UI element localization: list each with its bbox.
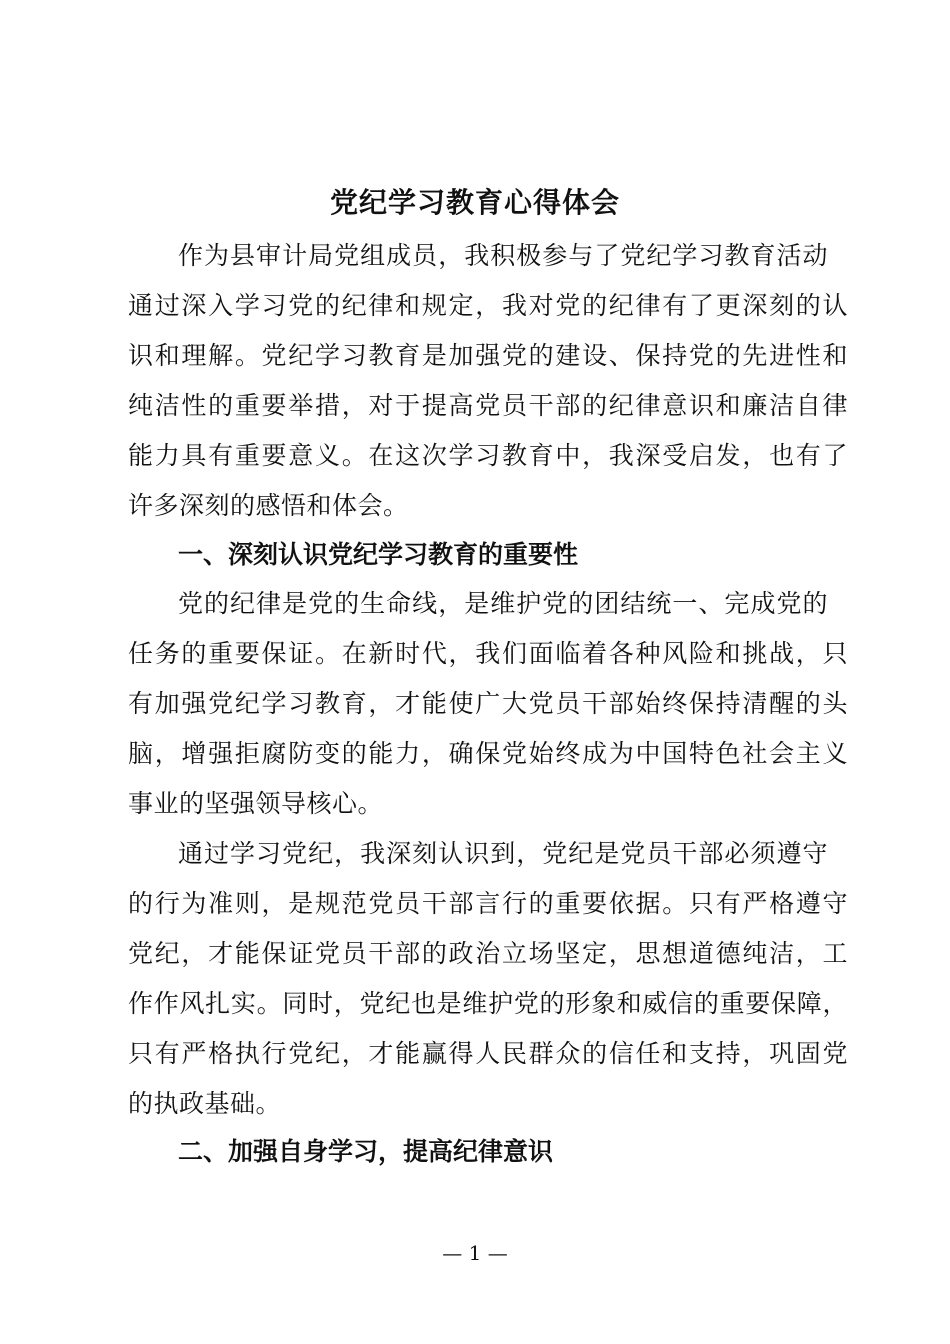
paragraph-line: 作为县审计局党组成员，我积极参与了党纪学习教育活动 [178,241,828,270]
paragraph-line: 的执政基础。 [128,1089,282,1118]
section-heading-1: 一、深刻认识党纪学习教育的重要性 [178,540,579,569]
paragraph-line: 通过学习党纪，我深刻认识到，党纪是党员干部必须遵守 [178,839,828,868]
paragraph-line: 只有严格执行党纪，才能赢得人民群众的信任和支持，巩固党 [128,1039,848,1068]
page-number: — 1 — [442,1241,508,1265]
paragraph-line: 识和理解。党纪学习教育是加强党的建设、保持党的先进性和 [128,341,848,370]
paragraph-line: 能力具有重要意义。在这次学习教育中，我深受启发，也有了 [128,441,848,470]
paragraph-line: 党纪，才能保证党员干部的政治立场坚定，思想道德纯洁，工 [128,939,848,968]
document-title: 党纪学习教育心得体会 [329,186,620,219]
paragraph-line: 任务的重要保证。在新时代，我们面临着各种风险和挑战，只 [128,639,848,668]
paragraph-line: 事业的坚强领导核心。 [128,789,384,818]
section-heading-2: 二、加强自身学习，提高纪律意识 [178,1137,554,1166]
paragraph-line: 有加强党纪学习教育，才能使广大党员干部始终保持清醒的头 [128,689,848,718]
paragraph-line: 通过深入学习党的纪律和规定，我对党的纪律有了更深刻的认 [128,291,848,320]
paragraph-line: 许多深刻的感悟和体会。 [128,491,409,520]
paragraph-line: 作作风扎实。同时，党纪也是维护党的形象和威信的重要保障， [128,989,848,1018]
paragraph-line: 脑，增强拒腐防变的能力，确保党始终成为中国特色社会主义 [128,739,848,768]
paragraph-line: 纯洁性的重要举措，对于提高党员干部的纪律意识和廉洁自律 [128,391,848,420]
paragraph-line: 党的纪律是党的生命线，是维护党的团结统一、完成党的 [178,589,828,618]
paragraph-line: 的行为准则，是规范党员干部言行的重要依据。只有严格遵守 [128,889,848,918]
